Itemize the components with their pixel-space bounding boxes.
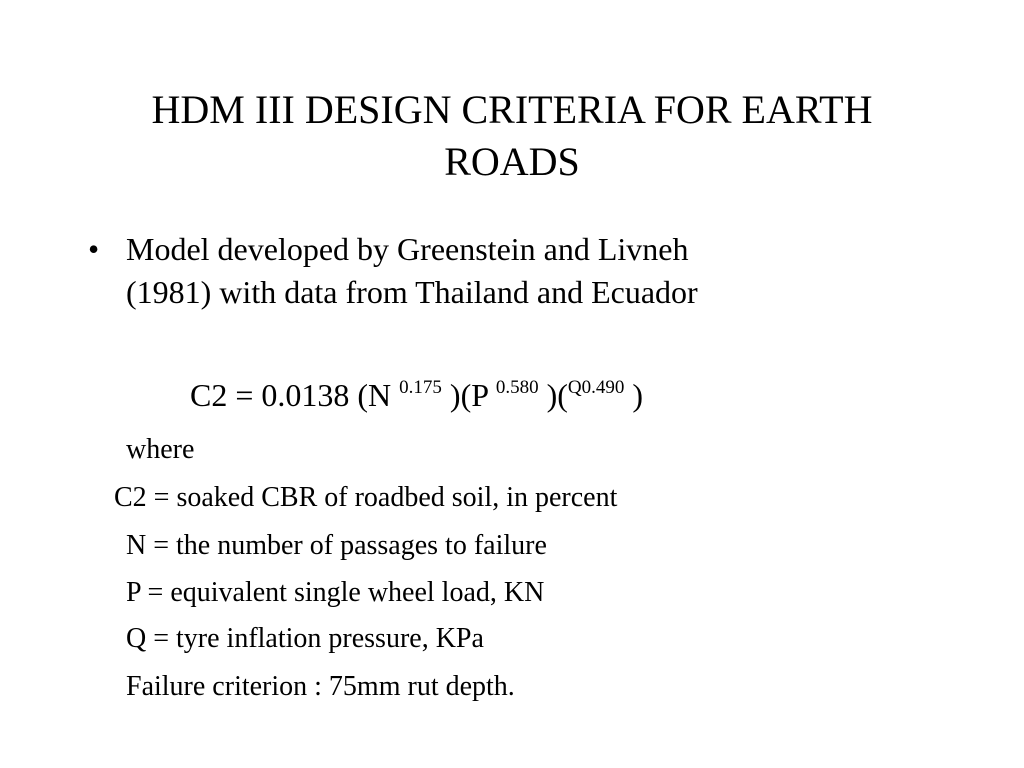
bullet-text-line-1: Model developed by Greenstein and Livneh — [126, 231, 689, 267]
title-line-1: HDM III DESIGN CRITERIA FOR EARTH — [151, 87, 873, 132]
formula-suffix: ) — [624, 377, 644, 413]
definition-failure-criterion: Failure criterion : 75mm rut depth. — [126, 671, 515, 702]
definition-c2: C2 = soaked CBR of roadbed soil, in percent — [114, 482, 618, 513]
where-label: where — [126, 434, 195, 465]
definition-p: P = equivalent single wheel load, KN — [126, 577, 545, 608]
title-line-2: ROADS — [444, 139, 580, 184]
formula-exponent-p: 0.580 — [495, 377, 539, 398]
formula-mid-2: )( — [538, 377, 568, 413]
formula — [190, 375, 643, 415]
bullet-text-line-2: (1981) with data from Thailand and Ecuador — [126, 274, 698, 310]
definition-n: N = the number of passages to failure — [126, 530, 547, 561]
formula-mid-1: )(P — [441, 377, 496, 413]
formula-exponent-q: Q0.490 — [567, 377, 625, 398]
slide-title — [60, 84, 964, 188]
bullet-text — [126, 228, 926, 314]
formula-prefix: C2 = 0.0138 (N — [190, 377, 400, 413]
bullet-icon: • — [88, 231, 100, 267]
definition-q: Q = tyre inflation pressure, KPa — [126, 623, 484, 654]
formula-exponent-n: 0.175 — [399, 377, 442, 398]
